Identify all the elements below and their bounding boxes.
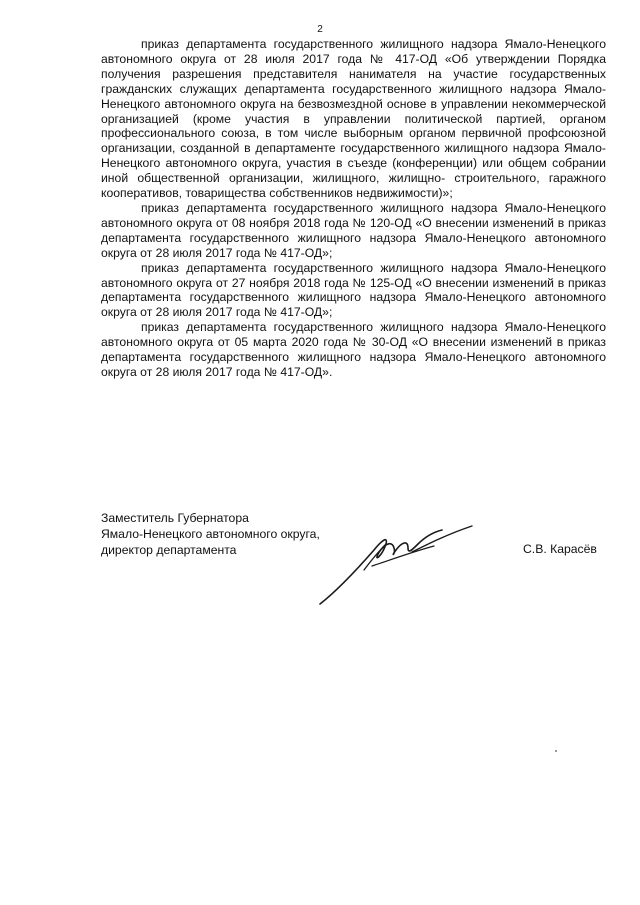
paragraph-line: недвижимости)»; (356, 186, 453, 201)
paragraph-line: утверждении Порядка получения разрешения представителя нанимателя на (101, 51, 606, 81)
signatory-block (101, 510, 320, 558)
paragraph-order-30 (101, 320, 606, 380)
paragraph-line: приказ департамента государственного жилищного надзора (141, 320, 498, 335)
paragraph-line: надзора Ямало-Ненецкого автономного округа от 28 июля 2017 года (101, 350, 607, 379)
paragraph-line: Ямало-Ненецкого автономного округа от 05 марта 2020 года № 30-ОД (101, 320, 606, 350)
paragraph-line: приказ департамента государственного жилищного надзора (141, 200, 498, 215)
paragraph-line: № 417-ОД». (263, 364, 333, 379)
paragraph-line: надзора Ямало-Ненецкого автономного округа от 28 июля 2017 года (101, 290, 607, 320)
paragraph-line: Ямало-Ненецкого автономного округа от 28 июля 2017 года № 417-ОД «Об (101, 37, 606, 66)
paragraph-line: приказ департамента государственного жилищного надзора (141, 37, 498, 51)
page-number: 2 (317, 24, 323, 35)
paragraph-line: государственного жилищного надзора Ямало-Ненецкого автономного округа на (101, 81, 607, 111)
paragraph-line: «О внесении изменений в приказ департамента государственного жилищного (101, 215, 606, 245)
paragraph-line: союза, в том числе выборным органом первичной профсоюзной организации, (101, 126, 607, 156)
paragraph-line: участия в управлении политической партией, органом профессионального (101, 111, 606, 141)
paragraph-line: приказ департамента государственного жилищного надзора (141, 260, 498, 275)
paragraph-line: № 417-ОД»; (263, 305, 333, 320)
document-body (101, 37, 606, 380)
paragraph-line: Ямало-Ненецкого автономного округа от 27 ноября 2018 года № 125-ОД (101, 260, 606, 290)
paragraph-line: «О внесении изменений в приказ департамента государственного жилищного (101, 275, 606, 305)
handwritten-signature (316, 522, 486, 608)
scan-speck (555, 750, 557, 752)
paragraph-line: «О внесении изменений в приказ департамента государственного жилищного (101, 335, 606, 365)
signatory-position-line: Ямало-Ненецкого автономного округа, (101, 527, 320, 541)
paragraph-line: № 417-ОД»; (263, 245, 333, 260)
signatory-position-line: директор департамента (101, 543, 237, 557)
paragraph-order-120 (101, 201, 606, 261)
paragraph-line: участие государственных гражданских служащих департамента (101, 66, 606, 96)
paragraph-line: собрании иной общественной организации, жилищного, жилищно- (101, 156, 606, 186)
paragraph-order-417 (101, 37, 606, 201)
signatory-position-line: Заместитель Губернатора (101, 511, 249, 525)
paragraph-line: надзора Ямало-Ненецкого автономного округа от 28 июля 2017 года (101, 230, 607, 260)
paragraph-line: Ямало-Ненецкого автономного округа от 08 ноября 2018 года № 120-ОД (101, 200, 606, 230)
signer-name: С.В. Карасёв (523, 542, 597, 556)
paragraph-order-125 (101, 261, 606, 321)
paragraph-line: Ненецкого автономного округа, участия в съезде (конференции) или общем (101, 156, 547, 171)
paragraph-line: строительного, гаражного кооперативов, товарищества собственников (101, 171, 606, 201)
paragraph-line: созданной в департаменте государственного жилищного надзора Ямало- (180, 141, 606, 156)
paragraph-line: безвозмездной основе в управлении некоммерческой организацией (кроме (101, 96, 606, 126)
